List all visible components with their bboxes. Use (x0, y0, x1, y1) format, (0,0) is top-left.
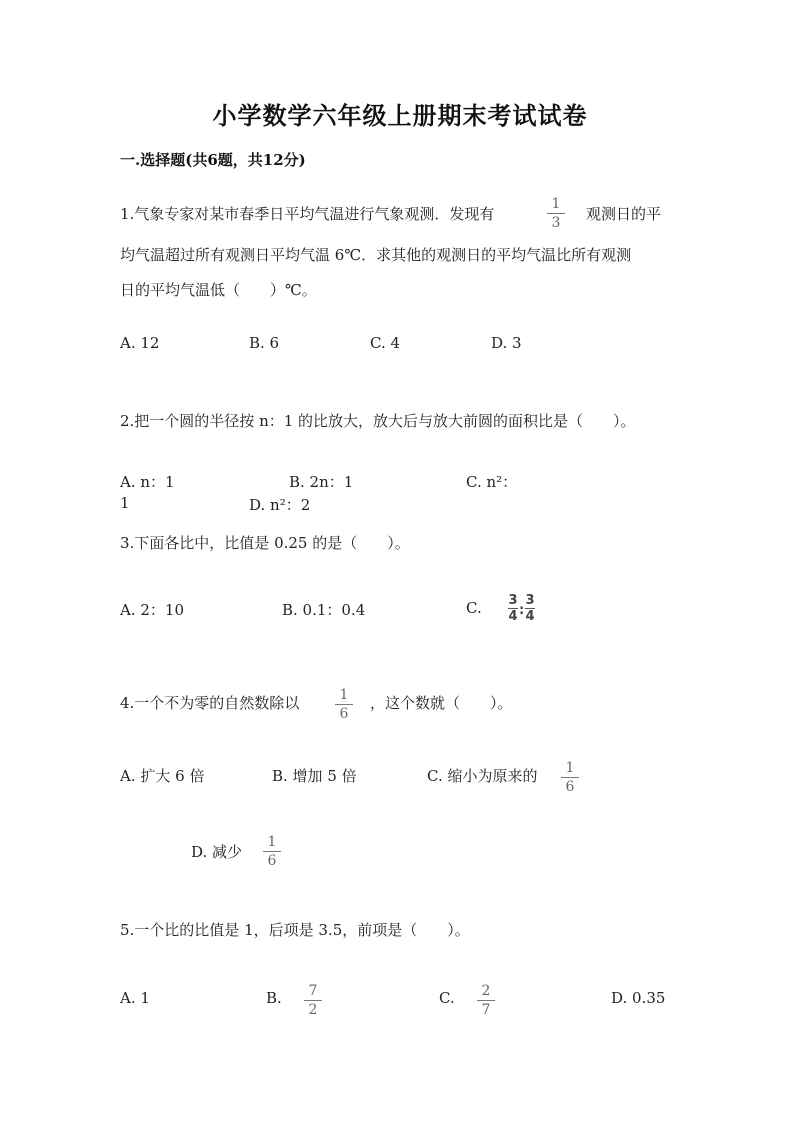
q3-option-c[interactable]: C. (466, 599, 482, 617)
q5-option-d[interactable]: D. 0.35 (611, 989, 666, 1007)
question-2-text: 2.把一个圆的半径按 n：1 的比放大，放大后与放大前圆的面积比是（ ）。 (120, 412, 636, 430)
q2-option-d[interactable]: D. n²：2 (249, 496, 311, 514)
fraction-bar (561, 777, 579, 778)
question-5-text: 5.一个比的比值是 1，后项是 3.5，前项是（ ）。 (120, 921, 470, 939)
q2-option-a[interactable]: A. n：1 (120, 473, 175, 491)
ratio-fraction-left (508, 594, 518, 623)
fraction-bar (335, 704, 353, 705)
q2-option-c[interactable]: C. n²： (466, 473, 518, 491)
fraction-denominator: 6 (339, 706, 349, 722)
fraction-bar (477, 1000, 495, 1001)
q3-option-a[interactable]: A. 2：10 (120, 601, 184, 619)
q1-option-b[interactable]: B. 6 (249, 334, 280, 352)
fraction-bar (263, 851, 281, 852)
question-1-line-2: 均气温超过所有观测日平均气温 6℃．求其他的观测日的平均气温比所有观测 (120, 246, 632, 264)
fraction-one-sixth-d (263, 835, 281, 868)
question-4-text-b: ，这个数就（ ）。 (370, 694, 513, 712)
fraction-seven-halves (304, 984, 322, 1017)
question-1-line-1b: 观测日的平 (586, 205, 662, 223)
question-3-text: 3.下面各比中，比值是 0.25 的是（ ）。 (120, 534, 410, 552)
fraction-bar (304, 1000, 322, 1001)
q3-option-b[interactable]: B. 0.1：0.4 (282, 601, 366, 619)
question-1-line-1a: 1.气象专家对某市春季日平均气温进行气象观测．发现有 (120, 205, 495, 223)
fraction-one-sixth (335, 688, 353, 721)
fraction-one-sixth-c (561, 761, 579, 794)
fraction-denominator: 6 (565, 779, 575, 795)
question-4-text-a: 4.一个不为零的自然数除以 (120, 694, 300, 712)
fraction-denominator: 3 (551, 215, 561, 231)
fraction-numerator: 1 (339, 687, 349, 703)
q4-option-b[interactable]: B. 增加 5 倍 (272, 767, 357, 785)
q5-option-a[interactable]: A. 1 (120, 989, 150, 1007)
fraction-numerator: 3 (508, 593, 518, 608)
page-title: 小学数学六年级上册期末考试试卷 (212, 101, 588, 130)
q4-option-d[interactable]: D. 减少 (191, 843, 243, 861)
fraction-numerator: 1 (267, 834, 277, 850)
fraction-bar (547, 213, 565, 214)
fraction-denominator: 6 (267, 853, 277, 869)
q1-option-c[interactable]: C. 4 (370, 334, 401, 352)
fraction-numerator: 2 (481, 983, 491, 999)
q5-option-c[interactable]: C. (439, 989, 455, 1007)
fraction-numerator: 1 (551, 196, 561, 212)
question-1-line-3: 日的平均气温低（ ）℃。 (120, 281, 317, 299)
fraction-numerator: 1 (565, 760, 575, 776)
section-heading: 一.选择题(共6题，共12分) (120, 151, 306, 169)
q1-option-d[interactable]: D. 3 (491, 334, 522, 352)
fraction-denominator: 7 (481, 1002, 491, 1018)
q2-option-b[interactable]: B. 2n：1 (289, 473, 354, 491)
fraction-one-third (547, 197, 565, 230)
q1-option-a[interactable]: A. 12 (120, 334, 160, 352)
q4-option-c[interactable]: C. 缩小为原来的 (427, 767, 538, 785)
fraction-denominator: 2 (308, 1002, 318, 1018)
fraction-numerator: 3 (525, 593, 535, 608)
fraction-numerator: 7 (308, 983, 318, 999)
fraction-denominator: 4 (508, 609, 518, 624)
ratio-colon: : (519, 603, 525, 618)
fraction-denominator: 4 (525, 609, 535, 624)
ratio-fraction-right (525, 594, 535, 623)
q5-option-b[interactable]: B. (266, 989, 282, 1007)
q4-option-a[interactable]: A. 扩大 6 倍 (120, 767, 205, 785)
q2-option-c-continued[interactable]: 1 (120, 494, 130, 512)
fraction-two-sevenths (477, 984, 495, 1017)
